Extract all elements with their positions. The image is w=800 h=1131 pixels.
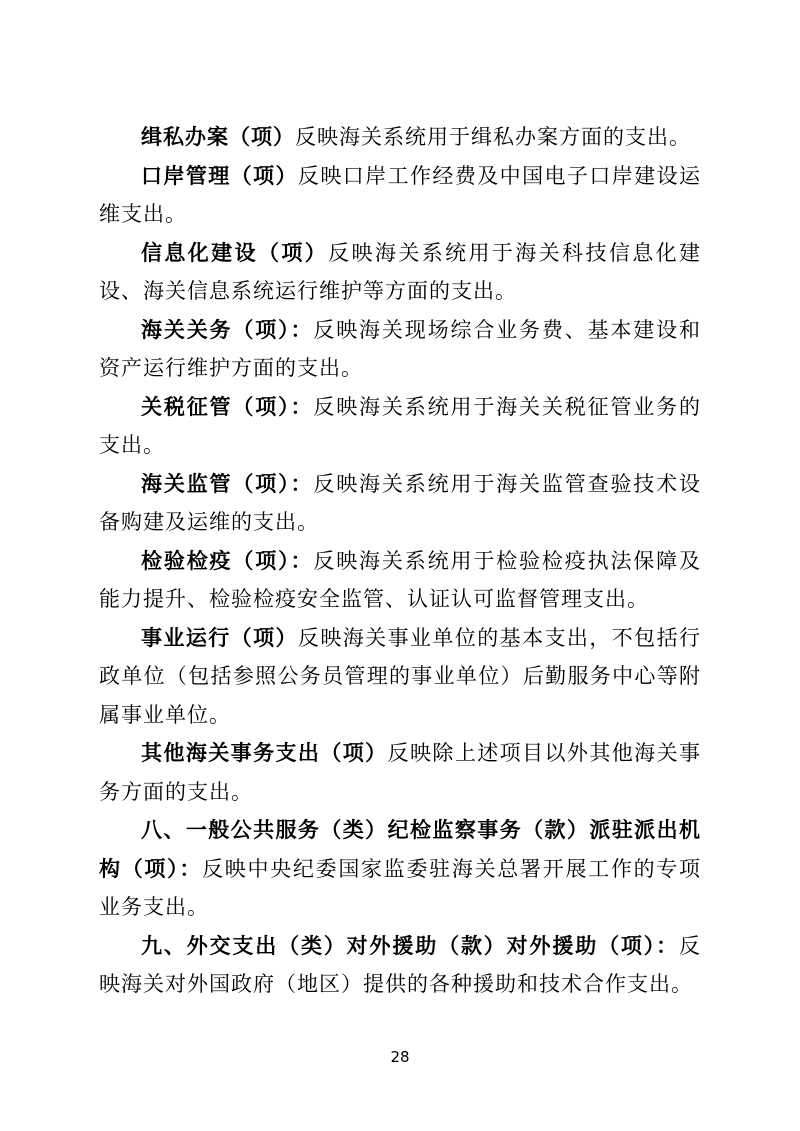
item-description: 反映海关对外国政府（地区）提供的各种援助和技术合作支出。: [99, 933, 701, 996]
item-title: 缉私办案（项）: [141, 125, 295, 149]
item-title: 关税征管（项）：: [141, 394, 314, 419]
item-title: 海关监管（项）：: [141, 471, 314, 496]
item-description: 反映海关系统用于缉私办案方面的支出。: [295, 125, 691, 149]
paragraph-section-eight: [99, 811, 701, 927]
item-title: 检验检疫（项）：: [141, 548, 314, 573]
paragraph-tariff-collection: [99, 388, 701, 465]
paragraph-port-management: [99, 157, 701, 234]
paragraph-inspection-quarantine: [99, 542, 701, 619]
item-description: 反映除上述项目以外其他海关事务方面的支出。: [99, 741, 702, 804]
paragraph-other-customs-expenditure: [99, 734, 701, 811]
item-description: 反映口岸工作经费及中国电子口岸建设运维支出。: [99, 163, 702, 226]
paragraph-section-nine: [99, 927, 701, 1004]
item-description: 反映海关现场综合业务费、基本建设和资产运行维护方面的支出。: [99, 317, 702, 380]
item-description: 反映中央纪委国家监委驻海关总署开展工作的专项业务支出。: [99, 856, 702, 919]
page-number: 28: [390, 1048, 410, 1066]
item-title: 九、外交支出（类）对外援助（款）对外援助（项）：: [141, 933, 679, 958]
item-description: 反映海关系统用于海关科技信息化建设、海关信息系统运行维护等方面的支出。: [99, 240, 702, 303]
item-description: 反映海关系统用于检验检疫执法保障及能力提升、检验检疫安全监管、认证认可监督管理支出。: [99, 548, 702, 611]
paragraph-customs-affairs: [99, 311, 701, 388]
paragraph-informatization: [99, 234, 701, 311]
document-body: [99, 118, 701, 1004]
item-title: 事业运行（项）: [141, 625, 298, 650]
item-title: 信息化建设（项）: [141, 240, 329, 265]
paragraph-anti-smuggling: [99, 118, 701, 157]
item-description: 反映海关事业单位的基本支出，不包括行政单位（包括参照公务员管理的事业单位）后勤服务中心等附属事业单位。: [99, 625, 702, 727]
item-description: 反映海关系统用于海关关税征管业务的支出。: [99, 394, 702, 457]
item-description: 反映海关系统用于海关监管查验技术设备购建及运维的支出。: [99, 471, 702, 534]
item-title: 其他海关事务支出（项）: [141, 741, 388, 765]
item-title: 口岸管理（项）: [141, 163, 298, 188]
paragraph-customs-supervision: [99, 465, 701, 542]
item-title: 海关关务（项）：: [141, 317, 314, 342]
paragraph-institution-operation: [99, 619, 701, 735]
item-title: 八、一般公共服务（类）纪检监察事务（款）派驻派出机构（项）：: [99, 818, 701, 881]
